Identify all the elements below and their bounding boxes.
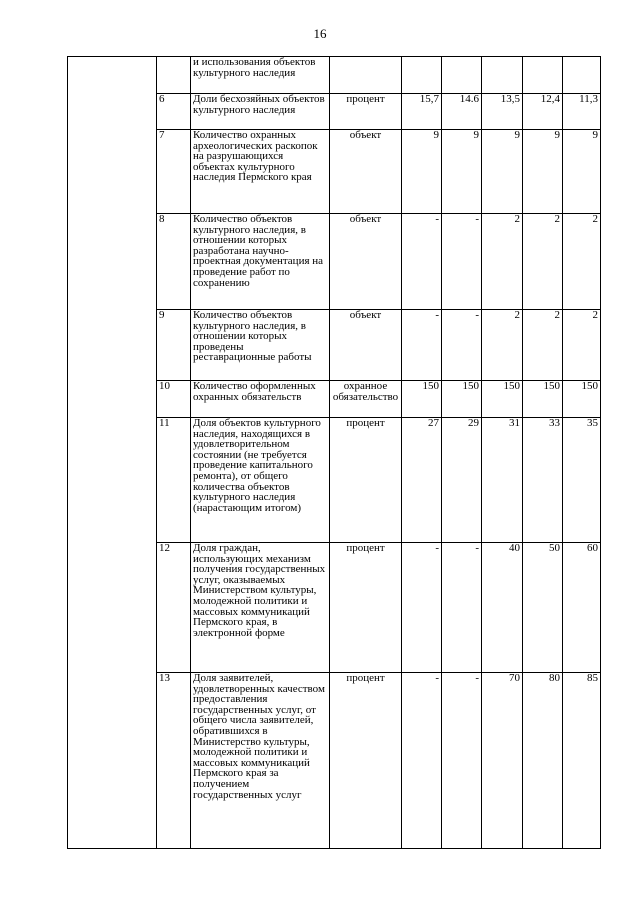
value-year-3-cell: 2 bbox=[482, 214, 523, 310]
value-year-1-cell: - bbox=[402, 310, 442, 381]
value-year-2-cell: - bbox=[442, 543, 482, 673]
value-year-4-cell: 2 bbox=[523, 214, 563, 310]
row-number-cell: 10 bbox=[157, 381, 191, 418]
indicator-name-cell: Доля объектов культурного наследия, находящихся в удовлетворительном состоянии (не требуется проведение капитального ремонта), от общего количества объектов культурного наследия (нарастающим итогом) bbox=[191, 418, 330, 543]
section-cell bbox=[68, 57, 157, 849]
row-number-cell: 11 bbox=[157, 418, 191, 543]
value-year-4-cell: 50 bbox=[523, 543, 563, 673]
value-year-2-cell: - bbox=[442, 214, 482, 310]
row-number-cell: 13 bbox=[157, 673, 191, 849]
value-year-4-cell: 12,4 bbox=[523, 94, 563, 130]
value-year-2-cell: 14.6 bbox=[442, 94, 482, 130]
value-year-3-cell: 70 bbox=[482, 673, 523, 849]
value-year-4-cell: 33 bbox=[523, 418, 563, 543]
value-year-1-cell: 15,7 bbox=[402, 94, 442, 130]
value-year-3-cell: 9 bbox=[482, 130, 523, 214]
unit-cell: процент bbox=[330, 673, 402, 849]
indicator-name-cell: Количество объектов культурного наследия, в отношении которых проведены реставрационные работы bbox=[191, 310, 330, 381]
value-year-1-cell bbox=[402, 57, 442, 94]
value-year-2-cell: 9 bbox=[442, 130, 482, 214]
indicator-name-cell: Доли бесхозяйных объектов культурного наследия bbox=[191, 94, 330, 130]
value-year-1-cell: 27 bbox=[402, 418, 442, 543]
value-year-3-cell: 31 bbox=[482, 418, 523, 543]
row-number-cell: 7 bbox=[157, 130, 191, 214]
unit-cell: процент bbox=[330, 418, 402, 543]
indicator-name-cell: и использования объектов культурного наследия bbox=[191, 57, 330, 94]
value-year-4-cell: 2 bbox=[523, 310, 563, 381]
row-number-cell: 9 bbox=[157, 310, 191, 381]
unit-cell bbox=[330, 57, 402, 94]
indicator-name-cell: Доля заявителей, удовлетворенных качеством предоставления государственных услуг, от общего числа заявителей, обратившихся в Министерство культуры, молодежной политики и массовых коммуникаций Пермского края за получением государственных услуг bbox=[191, 673, 330, 849]
value-year-5-cell: 2 bbox=[563, 214, 601, 310]
table-row bbox=[68, 57, 601, 94]
value-year-5-cell: 2 bbox=[563, 310, 601, 381]
value-year-5-cell: 9 bbox=[563, 130, 601, 214]
value-year-4-cell: 9 bbox=[523, 130, 563, 214]
value-year-1-cell: - bbox=[402, 673, 442, 849]
unit-cell: объект bbox=[330, 214, 402, 310]
value-year-1-cell: - bbox=[402, 543, 442, 673]
value-year-1-cell: 9 bbox=[402, 130, 442, 214]
row-number-cell: 6 bbox=[157, 94, 191, 130]
value-year-5-cell: 150 bbox=[563, 381, 601, 418]
value-year-2-cell: 150 bbox=[442, 381, 482, 418]
value-year-1-cell: - bbox=[402, 214, 442, 310]
page-number: 16 bbox=[313, 26, 327, 41]
value-year-4-cell bbox=[523, 57, 563, 94]
unit-cell: процент bbox=[330, 94, 402, 130]
value-year-3-cell: 2 bbox=[482, 310, 523, 381]
indicator-name-cell: Доля граждан, использующих механизм получения государственных услуг, оказываемых Министерством культуры, молодежной политики и массовых коммуникаций Пермского края, в электронной форме bbox=[191, 543, 330, 673]
indicators-table bbox=[67, 56, 601, 849]
value-year-5-cell: 85 bbox=[563, 673, 601, 849]
indicator-name-cell: Количество объектов культурного наследия, в отношении которых разработана научно-проектная документация на проведение работ по сохранению bbox=[191, 214, 330, 310]
value-year-5-cell: 60 bbox=[563, 543, 601, 673]
value-year-3-cell: 13,5 bbox=[482, 94, 523, 130]
unit-cell: процент bbox=[330, 543, 402, 673]
unit-cell: объект bbox=[330, 310, 402, 381]
value-year-4-cell: 80 bbox=[523, 673, 563, 849]
value-year-2-cell bbox=[442, 57, 482, 94]
indicator-name-cell: Количество охранных археологических раскопок на разрушающихся объектах культурного наследия Пермского края bbox=[191, 130, 330, 214]
row-number-cell: 8 bbox=[157, 214, 191, 310]
value-year-2-cell: - bbox=[442, 310, 482, 381]
row-number-cell bbox=[157, 57, 191, 94]
value-year-3-cell bbox=[482, 57, 523, 94]
value-year-5-cell: 35 bbox=[563, 418, 601, 543]
unit-cell: охранное обязательство bbox=[330, 381, 402, 418]
indicator-name-cell: Количество оформленных охранных обязательств bbox=[191, 381, 330, 418]
table-body bbox=[68, 57, 601, 849]
unit-cell: объект bbox=[330, 130, 402, 214]
value-year-2-cell: - bbox=[442, 673, 482, 849]
value-year-5-cell bbox=[563, 57, 601, 94]
value-year-3-cell: 150 bbox=[482, 381, 523, 418]
value-year-3-cell: 40 bbox=[482, 543, 523, 673]
value-year-5-cell: 11,3 bbox=[563, 94, 601, 130]
row-number-cell: 12 bbox=[157, 543, 191, 673]
value-year-1-cell: 150 bbox=[402, 381, 442, 418]
value-year-4-cell: 150 bbox=[523, 381, 563, 418]
value-year-2-cell: 29 bbox=[442, 418, 482, 543]
